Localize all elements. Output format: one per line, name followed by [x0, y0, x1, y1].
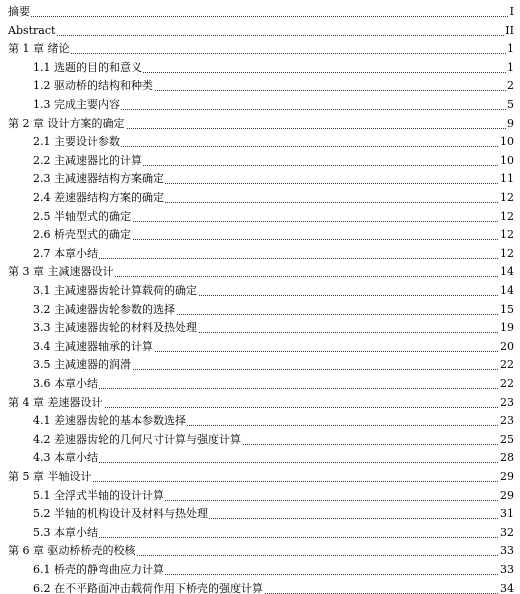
toc-section-entry: [0, 505, 514, 523]
toc-entry-page-number: 23: [499, 412, 514, 430]
toc-chapter-entry: [0, 394, 514, 412]
toc-entry-page-number: 9: [506, 115, 514, 133]
toc-chapter-entry: [0, 263, 514, 281]
toc-entry-title: 5.1 全浮式半轴的设计计算: [33, 487, 165, 505]
toc-section-entry: [0, 77, 514, 95]
toc-entry-page-number: 1: [506, 40, 514, 58]
toc-entry-title: Abstract: [8, 22, 56, 40]
toc-entry-title: 第 2 章 设计方案的确定: [8, 115, 126, 133]
toc-section-entry: [0, 301, 514, 319]
toc-entry-title: 1.1 选题的目的和意义: [33, 59, 143, 77]
toc-entry-page-number: 12: [499, 245, 514, 263]
toc-section-entry: [0, 487, 514, 505]
toc-section-entry: [0, 133, 514, 151]
dot-leader: [33, 258, 514, 259]
toc-entry-title: 2.5 半轴型式的确定: [33, 208, 132, 226]
toc-section-entry: [0, 431, 514, 449]
toc-section-entry: [0, 580, 514, 594]
toc-entry-title: 3.5 主减速器的润滑: [33, 356, 132, 374]
toc-entry-page-number: 28: [499, 449, 514, 467]
toc-entry-title: 2.6 桥壳型式的确定: [33, 226, 132, 244]
toc-section-entry: [0, 226, 514, 244]
toc-section-entry: [0, 189, 514, 207]
toc-entry-page-number: 23: [499, 394, 514, 412]
toc-section-entry: [0, 282, 514, 300]
toc-entry-title: 2.1 主要设计参数: [33, 133, 121, 151]
toc-entry-title: 2.4 差速器结构方案的确定: [33, 189, 165, 207]
toc-section-entry: [0, 245, 514, 263]
toc-chapter-entry: [0, 115, 514, 133]
toc-entry-page-number: I: [509, 3, 514, 21]
toc-entry-page-number: 29: [499, 487, 514, 505]
toc-entry-title: 2.2 主减速器比的计算: [33, 152, 143, 170]
toc-section-entry: [0, 338, 514, 356]
toc-entry-title: 4.1 差速器齿轮的基本参数选择: [33, 412, 187, 430]
dot-leader: [33, 537, 514, 538]
toc-entry-title: 3.4 主减速器轴承的计算: [33, 338, 154, 356]
toc-section-entry: [0, 170, 514, 188]
toc-entry-page-number: 22: [499, 375, 514, 393]
toc-entry-page-number: 10: [499, 133, 514, 151]
toc-entry-page-number: 33: [499, 542, 514, 560]
toc-chapter-entry: [0, 40, 514, 58]
toc-entry-page-number: 14: [499, 263, 514, 281]
toc-section-entry: [0, 412, 514, 430]
toc-chapter-entry: [0, 3, 514, 21]
toc-entry-page-number: 19: [499, 319, 514, 337]
toc-entry-title: 3.1 主减速器齿轮计算载荷的确定: [33, 282, 198, 300]
toc-chapter-entry: [0, 22, 514, 40]
toc-entry-page-number: 12: [499, 208, 514, 226]
toc-entry-title: 第 6 章 驱动桥桥壳的校核: [8, 542, 137, 560]
toc-section-entry: [0, 319, 514, 337]
toc-entry-title: 4.2 差速器齿轮的几何尺寸计算与强度计算: [33, 431, 242, 449]
toc-entry-page-number: 25: [499, 431, 514, 449]
toc-section-entry: [0, 449, 514, 467]
toc-entry-page-number: 15: [499, 301, 514, 319]
toc-entry-title: 第 1 章 绪论: [8, 40, 71, 58]
toc-entry-page-number: II: [504, 22, 514, 40]
toc-entry-page-number: 2: [506, 77, 514, 95]
toc-section-entry: [0, 59, 514, 77]
toc-entry-title: 摘要: [8, 3, 31, 21]
toc-section-entry: [0, 208, 514, 226]
toc-chapter-entry: [0, 542, 514, 560]
toc-entry-page-number: 33: [499, 561, 514, 579]
toc-chapter-entry: [0, 468, 514, 486]
dot-leader: [8, 16, 514, 17]
toc-entry-title: 5.3 本章小结: [33, 524, 99, 542]
toc-entry-page-number: 10: [499, 152, 514, 170]
toc-section-entry: [0, 152, 514, 170]
toc-entry-title: 2.7 本章小结: [33, 245, 99, 263]
dot-leader: [8, 53, 514, 54]
dot-leader: [33, 388, 514, 389]
toc-entry-title: 第 3 章 主减速器设计: [8, 263, 115, 281]
toc-entry-title: 第 5 章 半轴设计: [8, 468, 93, 486]
toc-entry-title: 2.3 主减速器结构方案确定: [33, 170, 165, 188]
toc-entry-title: 3.2 主减速器齿轮参数的选择: [33, 301, 176, 319]
toc-entry-title: 3.3 主减速器齿轮的材料及热处理: [33, 319, 198, 337]
toc-entry-page-number: 32: [499, 524, 514, 542]
toc-entry-page-number: 5: [506, 96, 514, 114]
toc-entry-title: 1.2 驱动桥的结构和种类: [33, 77, 154, 95]
dot-leader: [8, 35, 514, 36]
toc-entry-title: 第 4 章 差速器设计: [8, 394, 104, 412]
toc-entry-title: 5.2 半轴的机构设计及材料与热处理: [33, 505, 209, 523]
toc-entry-title: 4.3 本章小结: [33, 449, 99, 467]
toc-entry-title: 6.2 在不平路面冲击载荷作用下桥壳的强度计算: [33, 580, 264, 594]
toc-section-entry: [0, 96, 514, 114]
toc-entry-title: 6.1 桥壳的静弯曲应力计算: [33, 561, 165, 579]
toc-entry-page-number: 34: [499, 580, 514, 594]
toc-section-entry: [0, 524, 514, 542]
toc-entry-page-number: 29: [499, 468, 514, 486]
toc-entry-title: 3.6 本章小结: [33, 375, 99, 393]
toc-entry-page-number: 1: [506, 59, 514, 77]
toc-entry-page-number: 11: [499, 170, 514, 188]
toc-entry-page-number: 31: [499, 505, 514, 523]
dot-leader: [33, 462, 514, 463]
toc-entry-page-number: 14: [499, 282, 514, 300]
toc-entry-page-number: 12: [499, 189, 514, 207]
toc-entry-page-number: 12: [499, 226, 514, 244]
toc-entry-title: 1.3 完成主要内容: [33, 96, 121, 114]
toc-entry-page-number: 22: [499, 356, 514, 374]
toc-section-entry: [0, 356, 514, 374]
toc-section-entry: [0, 561, 514, 579]
toc-entry-page-number: 20: [499, 338, 514, 356]
toc-section-entry: [0, 375, 514, 393]
